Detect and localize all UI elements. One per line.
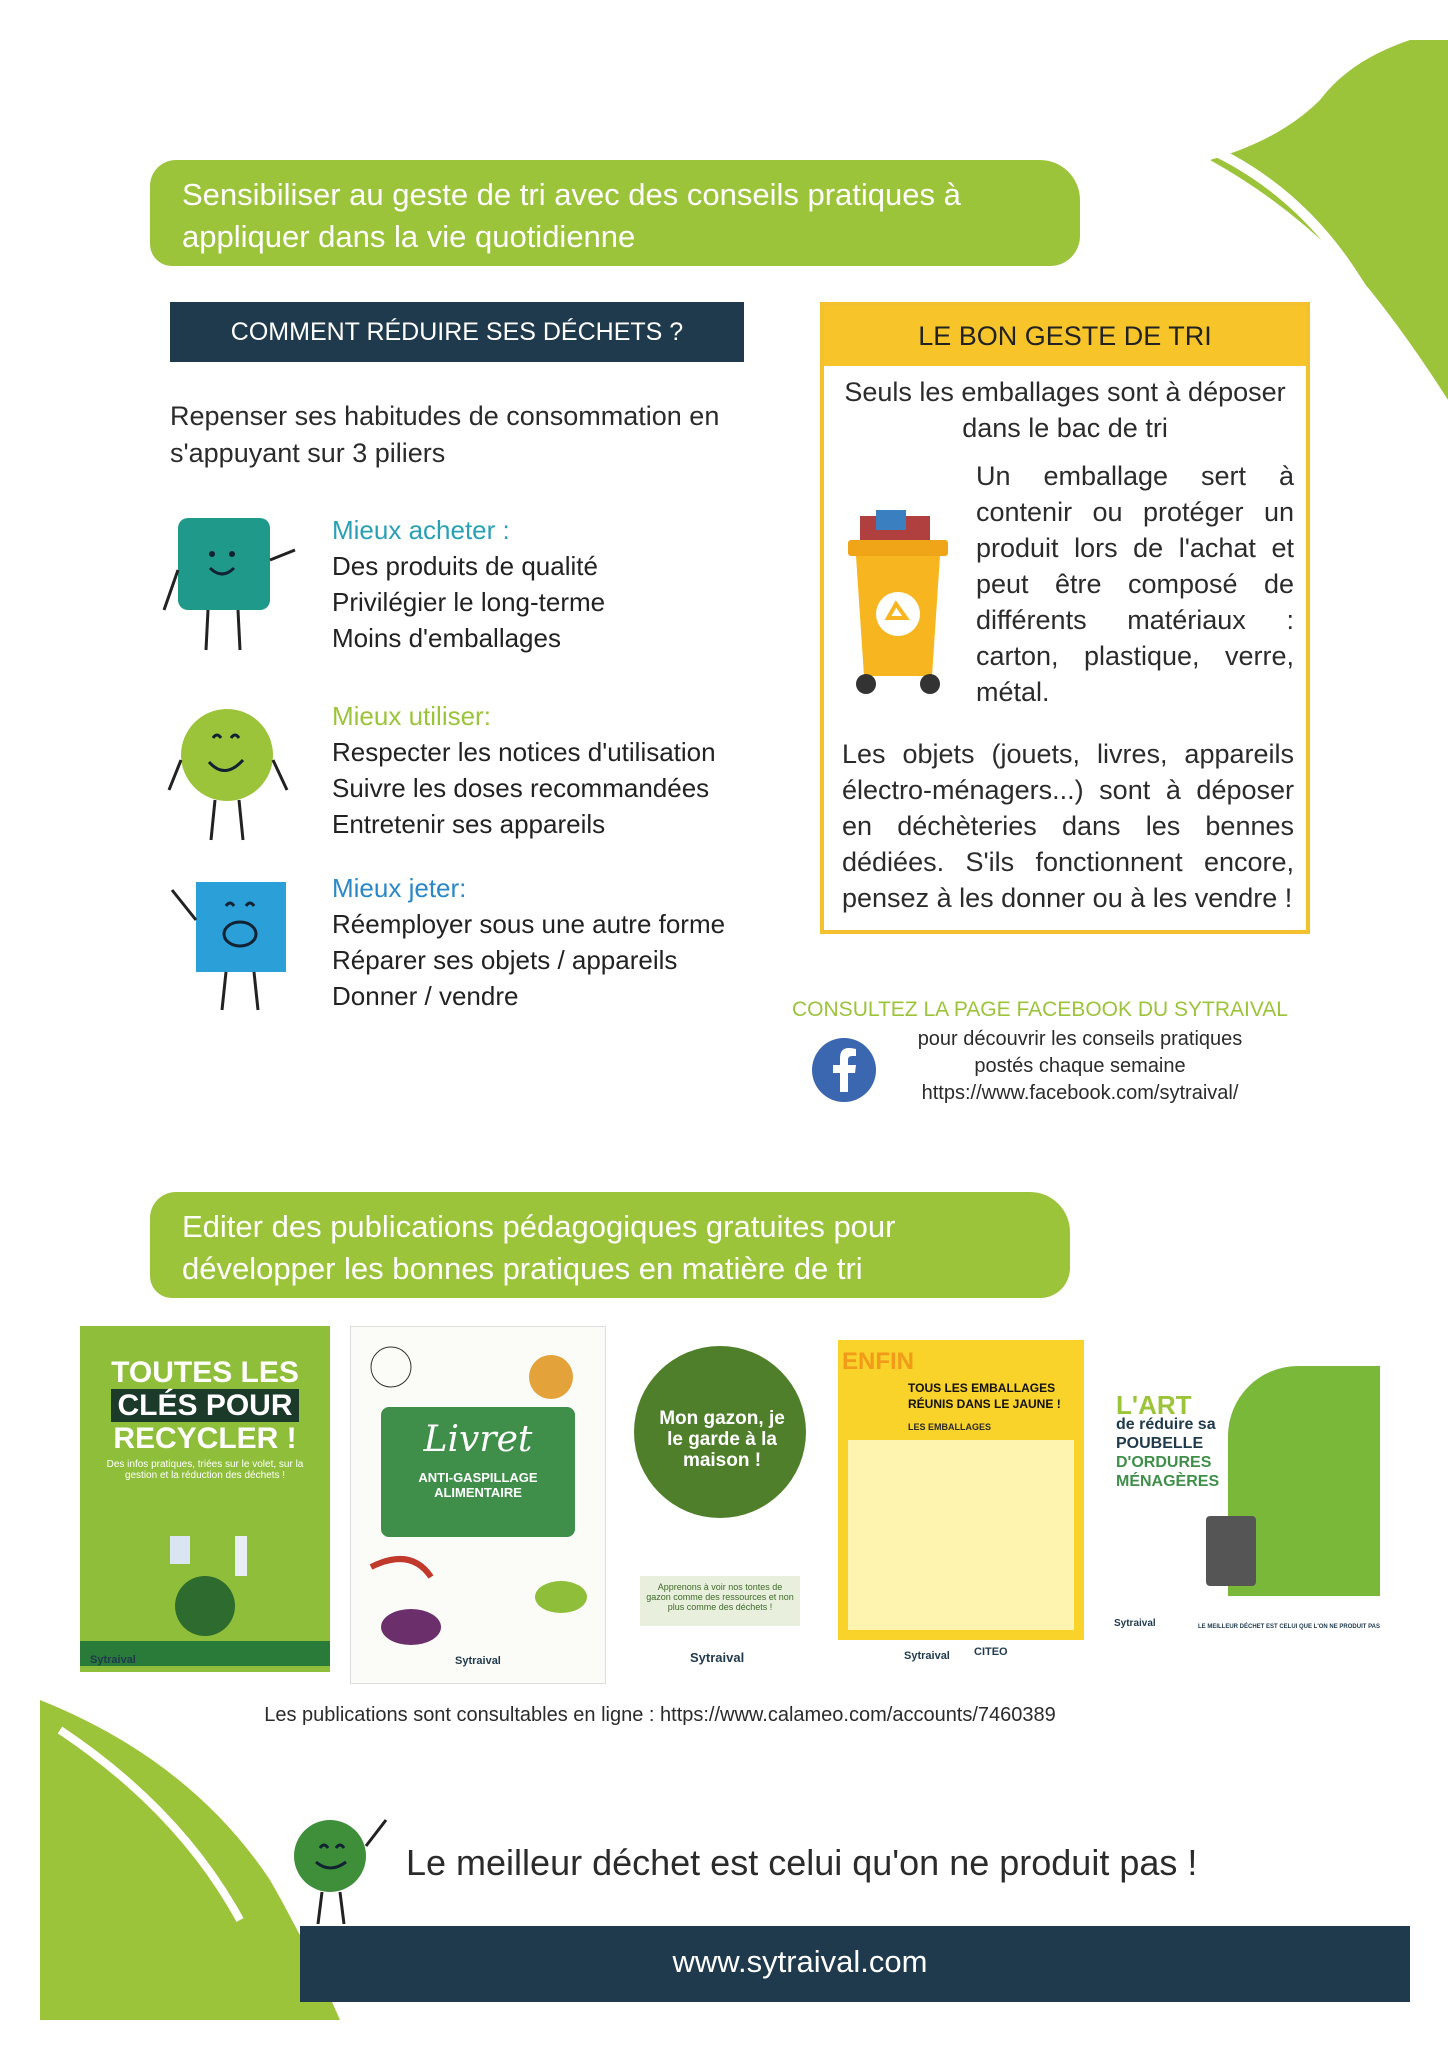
intro-line-2: s'appuyant sur 3 piliers <box>170 438 446 468</box>
pillar-acheter-line-1: Des produits de qualité <box>332 551 598 581</box>
cover1-mascot-icon <box>80 1516 330 1666</box>
pillar-jeter <box>332 870 762 1014</box>
reduire-intro <box>170 398 750 472</box>
cover3-brand: Sytraival <box>690 1650 745 1665</box>
cover2-title: Livret <box>423 1419 533 1460</box>
cover1-title-line-1: TOUTES LES <box>111 1356 299 1389</box>
objets-paragraph: Les objets (jouets, livres, appareils électro-ménagers...) sont à déposer en déchèteries dans les bennes dédiées. S'ils fonctionnent encore, pensez à les donner ou à les vendre ! <box>842 739 1294 913</box>
cover5-title-line-5: MÉNAGÈRES <box>1116 1473 1220 1490</box>
pillar-utiliser-line-1: Respecter les notices d'utilisation <box>332 737 716 767</box>
publication-art-reduire-poubelle[interactable] <box>1098 1366 1380 1650</box>
lead-line-1: Seuls les emballages sont à déposer <box>844 377 1286 407</box>
facebook-line-1: pour découvrir les conseils pratiques <box>917 1028 1243 1050</box>
pillar-jeter-title: Mieux jeter: <box>332 873 467 903</box>
cover3-title-line-3: maison ! <box>682 1450 762 1471</box>
cover3-title-line-2: le garde à la <box>667 1429 777 1450</box>
cover1-brand: Sytraival <box>90 1654 136 1666</box>
bon-geste-title: LE BON GESTE DE TRI <box>824 306 1306 366</box>
section-banner-sensibiliser <box>150 160 1080 266</box>
footer-mascot-icon <box>286 1806 396 1926</box>
reduire-title: COMMENT RÉDUIRE SES DÉCHETS ? <box>170 302 744 362</box>
pillar-acheter <box>332 512 752 656</box>
cover5-title-line-4: D'ORDURES <box>1116 1454 1212 1471</box>
facebook-text <box>880 1026 1280 1107</box>
cover5-title <box>1116 1390 1220 1491</box>
cover3-title <box>640 1408 804 1471</box>
lead-line-2: dans le bac de tri <box>962 413 1168 443</box>
cover5-bin <box>1206 1516 1256 1586</box>
cover4-sub: LES EMBALLAGES <box>908 1422 992 1432</box>
yellow-recycling-bin-icon <box>838 506 958 706</box>
pillar-utiliser-title: Mieux utiliser: <box>332 701 491 731</box>
cover1-title-line-3: RECYCLER ! <box>113 1422 297 1455</box>
bon-geste-box <box>820 302 1310 934</box>
pillar-utiliser <box>332 698 752 842</box>
banner2-line-1: Editer des publications pédagogiques gratuites pour <box>182 1209 896 1244</box>
section-banner-editer <box>150 1192 1070 1298</box>
cover4-partner: CITEO <box>974 1646 1008 1658</box>
pillar-jeter-line-3: Donner / vendre <box>332 981 519 1011</box>
facebook-icon[interactable] <box>810 1036 878 1104</box>
cover2-sub: ANTI-GASPILLAGE ALIMENTAIRE <box>418 1470 538 1500</box>
banner2-line-2: développer les bonnes pratiques en matière de tri <box>182 1251 863 1286</box>
cover5-title-line-1: L'ART <box>1116 1390 1192 1420</box>
cover5-sub: LE MEILLEUR DÉCHET EST CELUI QUE L'ON NE PRODUIT PAS <box>1198 1624 1380 1630</box>
cover4-headline <box>908 1380 1061 1412</box>
cover4-items <box>848 1440 1074 1630</box>
blue-square-mascot-icon <box>158 870 308 1020</box>
banner-line-1: Sensibiliser au geste de tri avec des conseils pratiques à <box>182 177 961 212</box>
publication-mon-gazon[interactable] <box>630 1336 814 1682</box>
publication-tous-les-emballages[interactable] <box>838 1340 1084 1680</box>
publications-caption: Les publications sont consultables en ligne : https://www.calameo.com/accounts/7460389 <box>264 1704 1056 1726</box>
publication-livret-anti-gaspillage[interactable] <box>350 1326 606 1684</box>
cover2-badge <box>381 1407 575 1537</box>
footer-website-link[interactable]: www.sytraival.com <box>672 1944 928 1979</box>
green-circle-mascot-icon <box>165 700 305 850</box>
pillar-acheter-title: Mieux acheter : <box>332 515 510 545</box>
footer-slogan: Le meilleur déchet est celui qu'on ne produit pas ! <box>406 1842 1198 1883</box>
publication-cles-recycler[interactable] <box>80 1326 330 1672</box>
cover5-title-line-3: POUBELLE <box>1116 1435 1204 1452</box>
pillar-acheter-line-3: Moins d'emballages <box>332 623 561 653</box>
pillar-jeter-line-2: Réparer ses objets / appareils <box>332 945 678 975</box>
pillar-utiliser-line-2: Suivre les doses recommandées <box>332 773 710 803</box>
bon-geste-lead <box>824 374 1306 446</box>
cover4-enfin: ENFIN <box>842 1348 914 1375</box>
pillar-utiliser-line-3: Entretenir ses appareils <box>332 809 606 839</box>
cover4-title-line-3: RÉUNIS DANS LE JAUNE ! <box>908 1397 1061 1411</box>
cover3-title-line-1: Mon gazon, je <box>659 1408 785 1429</box>
cover1-title <box>80 1356 330 1455</box>
facebook-link[interactable]: https://www.facebook.com/sytraival/ <box>921 1082 1239 1104</box>
cover4-brand: Sytraival <box>904 1650 950 1662</box>
cover5-title-line-2: de réduire sa <box>1116 1416 1216 1433</box>
facebook-title: CONSULTEZ LA PAGE FACEBOOK DU SYTRAIVAL <box>792 998 1288 1021</box>
intro-line-1: Repenser ses habitudes de consommation en <box>170 401 720 431</box>
emballage-definition: Un emballage sert à contenir ou protéger un produit lors de l'achat et peut être composé de différents matériaux : carton, plastique, verre, métal. <box>976 461 1294 707</box>
cover1-sub: Des infos pratiques, triées sur le volet, sur la gestion et la réduction des déchets ! <box>106 1459 304 1481</box>
cover4-title-line-2: TOUS LES EMBALLAGES <box>908 1381 1056 1395</box>
cover1-title-line-2: CLÉS POUR <box>111 1389 298 1422</box>
banner-line-2: appliquer dans la vie quotidienne <box>182 219 636 254</box>
cover5-brand: Sytraival <box>1114 1618 1156 1629</box>
teal-square-mascot-icon <box>160 510 310 660</box>
pillar-jeter-line-1: Réemployer sous une autre forme <box>332 909 726 939</box>
facebook-line-2: postés chaque semaine <box>974 1055 1186 1077</box>
cover3-sub: Apprenons à voir nos tontes de gazon comme des ressources et non plus comme des déchets ! <box>640 1576 800 1626</box>
cover2-brand: Sytraival <box>455 1655 501 1667</box>
pillar-acheter-line-2: Privilégier le long-terme <box>332 587 606 617</box>
